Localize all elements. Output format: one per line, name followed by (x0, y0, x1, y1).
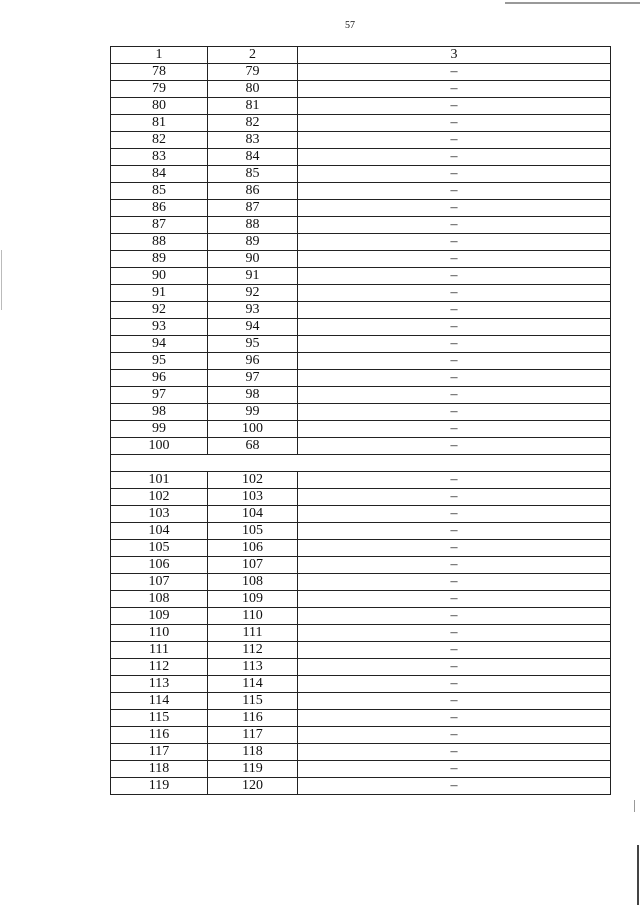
table-cell: – (298, 285, 611, 302)
table-row (111, 744, 611, 761)
table-cell: 120 (208, 778, 298, 795)
scan-edge-mark (637, 845, 639, 905)
table-cell: 108 (208, 574, 298, 591)
table-row (111, 506, 611, 523)
table-cell: 105 (111, 540, 208, 557)
table-cell: 116 (208, 710, 298, 727)
table-cell: – (298, 64, 611, 81)
table-cell: 92 (208, 285, 298, 302)
table-cell: 111 (208, 625, 298, 642)
table-cell: 68 (208, 438, 298, 455)
table-row (111, 200, 611, 217)
table-cell: – (298, 217, 611, 234)
table-cell: 98 (208, 387, 298, 404)
table-cell: 107 (208, 557, 298, 574)
table-cell: – (298, 710, 611, 727)
table-cell: 99 (208, 404, 298, 421)
table-cell: 90 (208, 251, 298, 268)
table-row (111, 421, 611, 438)
scan-edge-mark (634, 800, 635, 812)
table-cell: – (298, 98, 611, 115)
table-cell: 93 (111, 319, 208, 336)
table-cell: 80 (208, 81, 298, 98)
table-cell: – (298, 353, 611, 370)
table-cell: 102 (111, 489, 208, 506)
table-cell: 89 (111, 251, 208, 268)
table-cell: 81 (111, 115, 208, 132)
table-row (111, 761, 611, 778)
table-cell: 96 (208, 353, 298, 370)
table-cell: 118 (208, 744, 298, 761)
table-cell: 103 (111, 506, 208, 523)
table-cell: 99 (111, 421, 208, 438)
table-cell: 97 (111, 387, 208, 404)
table-cell: – (298, 183, 611, 200)
table-cell: 109 (111, 608, 208, 625)
table-cell: – (298, 489, 611, 506)
table-row (111, 591, 611, 608)
table-cell: – (298, 149, 611, 166)
table-cell: 88 (111, 234, 208, 251)
table-cell: 86 (208, 183, 298, 200)
table-cell: – (298, 676, 611, 693)
table-cell: – (298, 200, 611, 217)
table-cell: – (298, 642, 611, 659)
table-cell: – (298, 404, 611, 421)
table-cell: 88 (208, 217, 298, 234)
table-cell: 106 (208, 540, 298, 557)
table-cell: 86 (111, 200, 208, 217)
table-cell: 103 (208, 489, 298, 506)
table-cell: 116 (111, 727, 208, 744)
table-row (111, 676, 611, 693)
table-cell: – (298, 591, 611, 608)
table-row (111, 472, 611, 489)
table-cell: 84 (208, 149, 298, 166)
table-cell: – (298, 727, 611, 744)
table-cell: 110 (111, 625, 208, 642)
table-row (111, 727, 611, 744)
table-cell: – (298, 268, 611, 285)
table-cell: 118 (111, 761, 208, 778)
table-row (111, 557, 611, 574)
table-row (111, 778, 611, 795)
table-cell: – (298, 370, 611, 387)
table-cell: – (298, 81, 611, 98)
table-cell: 101 (111, 472, 208, 489)
table-cell: 100 (111, 438, 208, 455)
table-cell: 80 (111, 98, 208, 115)
table-cell: 114 (208, 676, 298, 693)
table-header-row (111, 47, 611, 64)
table-cell: 93 (208, 302, 298, 319)
table-cell: 87 (111, 217, 208, 234)
table-cell: 92 (111, 302, 208, 319)
separator-cell (111, 455, 611, 472)
scan-edge-mark (505, 2, 640, 4)
table-cell: 84 (111, 166, 208, 183)
table-row (111, 642, 611, 659)
table-row (111, 523, 611, 540)
table-cell: 82 (208, 115, 298, 132)
table-cell: – (298, 761, 611, 778)
table-cell: 112 (208, 642, 298, 659)
table-cell: – (298, 438, 611, 455)
separator-row (111, 455, 611, 472)
table-cell: 109 (208, 591, 298, 608)
table-cell: 104 (208, 506, 298, 523)
column-header: 1 (111, 47, 208, 64)
table-cell: 112 (111, 659, 208, 676)
table-cell: 94 (208, 319, 298, 336)
table-cell: – (298, 778, 611, 795)
table-cell: 95 (208, 336, 298, 353)
table-row (111, 370, 611, 387)
table-cell: 87 (208, 200, 298, 217)
table-cell: – (298, 472, 611, 489)
table-cell: – (298, 506, 611, 523)
table-cell: – (298, 744, 611, 761)
table-cell: 96 (111, 370, 208, 387)
table-cell: 115 (208, 693, 298, 710)
table-cell: – (298, 319, 611, 336)
table-cell: 83 (111, 149, 208, 166)
table-cell: 111 (111, 642, 208, 659)
table-group-a (111, 64, 611, 455)
table-row (111, 489, 611, 506)
table-row (111, 625, 611, 642)
table-cell: 113 (111, 676, 208, 693)
scan-edge-mark (1, 250, 2, 310)
table-row (111, 540, 611, 557)
table-row (111, 285, 611, 302)
table-row (111, 234, 611, 251)
table-row (111, 166, 611, 183)
table-cell: 117 (208, 727, 298, 744)
table-separator (111, 455, 611, 472)
table-cell: – (298, 693, 611, 710)
table-row (111, 574, 611, 591)
table-cell: – (298, 557, 611, 574)
table-cell: – (298, 659, 611, 676)
column-header: 2 (208, 47, 298, 64)
table-cell: 89 (208, 234, 298, 251)
table-cell: 110 (208, 608, 298, 625)
table-row (111, 693, 611, 710)
table-cell: – (298, 234, 611, 251)
table-cell: 79 (208, 64, 298, 81)
table-cell: 100 (208, 421, 298, 438)
table-cell: 105 (208, 523, 298, 540)
table-cell: 91 (208, 268, 298, 285)
table-cell: 85 (111, 183, 208, 200)
table-row (111, 404, 611, 421)
table-row (111, 132, 611, 149)
table-row (111, 659, 611, 676)
table-row (111, 64, 611, 81)
column-header: 3 (298, 47, 611, 64)
table-row (111, 81, 611, 98)
table-row (111, 353, 611, 370)
table-cell: 83 (208, 132, 298, 149)
table-cell: – (298, 166, 611, 183)
table-cell: – (298, 574, 611, 591)
table-cell: 108 (111, 591, 208, 608)
table-row (111, 387, 611, 404)
table-row (111, 302, 611, 319)
table-cell: – (298, 251, 611, 268)
table-group-b (111, 472, 611, 795)
table-row (111, 710, 611, 727)
table-cell: 81 (208, 98, 298, 115)
table-cell: 106 (111, 557, 208, 574)
page-number: 57 (345, 20, 355, 31)
table-cell: 119 (208, 761, 298, 778)
table-cell: 98 (111, 404, 208, 421)
table-cell: – (298, 387, 611, 404)
table-row (111, 149, 611, 166)
table-cell: – (298, 523, 611, 540)
table-cell: 115 (111, 710, 208, 727)
table-cell: 114 (111, 693, 208, 710)
table-row (111, 268, 611, 285)
table-cell: – (298, 336, 611, 353)
table-row (111, 217, 611, 234)
table-cell: 91 (111, 285, 208, 302)
table-row (111, 251, 611, 268)
table-cell: 117 (111, 744, 208, 761)
table-cell: – (298, 115, 611, 132)
table-row (111, 115, 611, 132)
table-cell: – (298, 132, 611, 149)
table-row (111, 98, 611, 115)
data-table (110, 46, 611, 795)
table-cell: 107 (111, 574, 208, 591)
table-row (111, 183, 611, 200)
table-cell: 79 (111, 81, 208, 98)
table-cell: – (298, 302, 611, 319)
table-row (111, 319, 611, 336)
table-cell: – (298, 540, 611, 557)
table-cell: – (298, 625, 611, 642)
table-cell: 82 (111, 132, 208, 149)
table-cell: 97 (208, 370, 298, 387)
table-cell: 85 (208, 166, 298, 183)
table-cell: 104 (111, 523, 208, 540)
table-row (111, 336, 611, 353)
table-cell: 113 (208, 659, 298, 676)
table-cell: 78 (111, 64, 208, 81)
table-row (111, 438, 611, 455)
table-cell: 102 (208, 472, 298, 489)
table-cell: 90 (111, 268, 208, 285)
table-cell: 94 (111, 336, 208, 353)
table-cell: – (298, 608, 611, 625)
table-cell: 119 (111, 778, 208, 795)
table-cell: – (298, 421, 611, 438)
table-row (111, 608, 611, 625)
table-cell: 95 (111, 353, 208, 370)
